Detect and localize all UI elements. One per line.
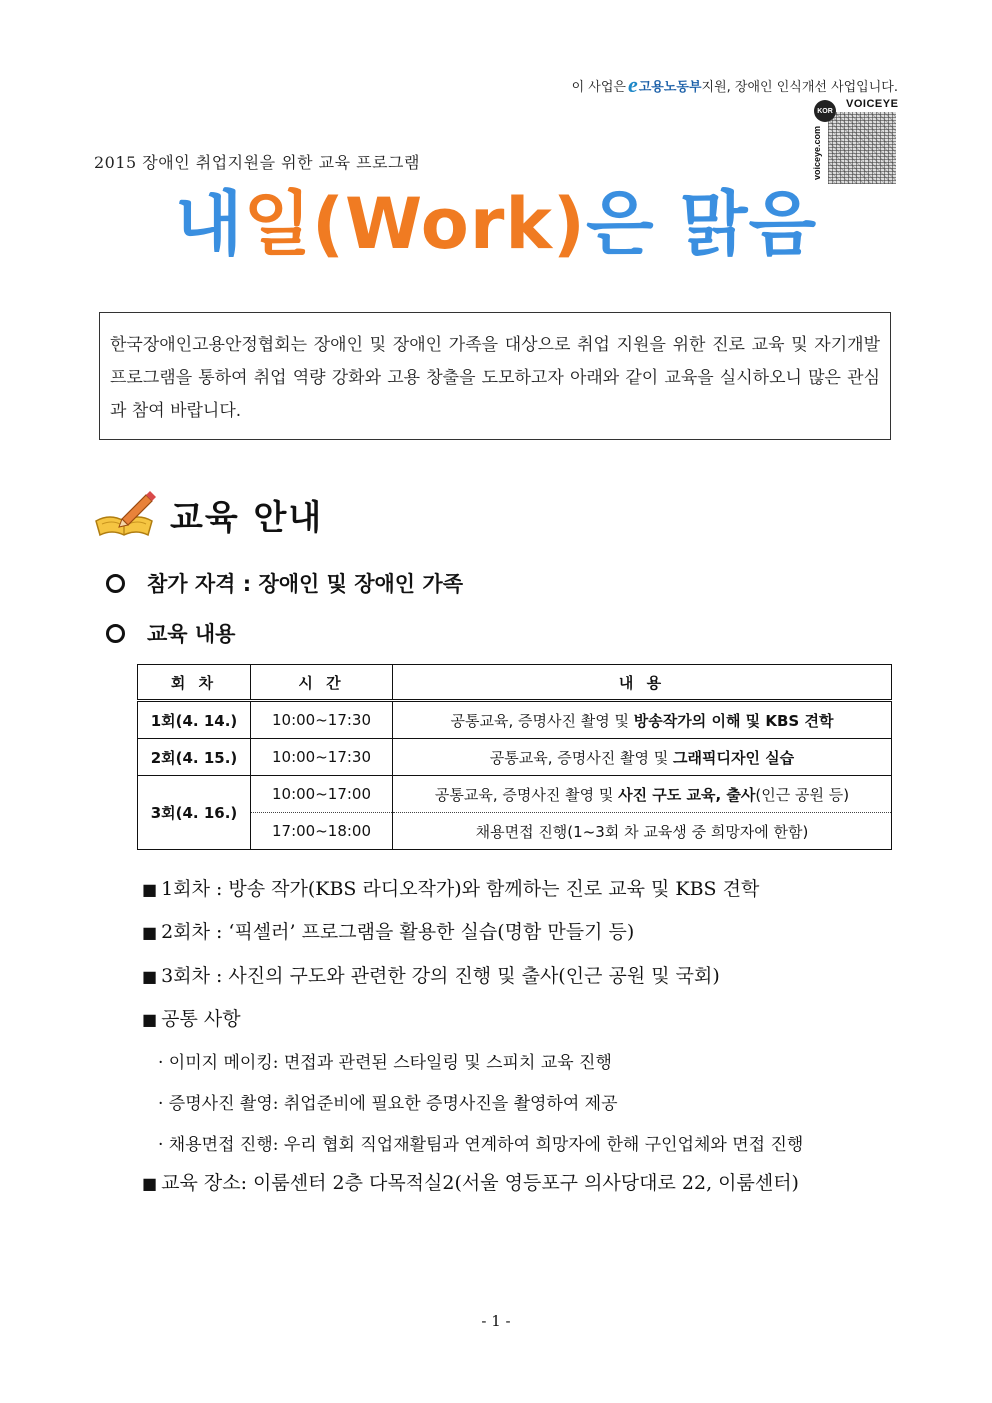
content-plain: 공통교육, 증명사진 촬영 및: [489, 748, 674, 767]
header-round: 회 차: [138, 665, 251, 701]
venue-text: 교육 장소: 이룸센터 2층 다목적실2(서울 영등포구 의사당대로 22, 이룸센터): [161, 1172, 799, 1194]
round-cell: 3회(4. 16.): [138, 776, 251, 850]
content-bold: 그래픽디자인 실습: [673, 748, 795, 767]
content-heading: 교육 내용: [147, 622, 236, 646]
title-part-3: 은 맑음: [585, 183, 818, 265]
table-header-row: [138, 665, 892, 701]
content-heading-item: [106, 618, 235, 648]
content-cell: [393, 776, 892, 813]
time-cell: 10:00~17:00: [251, 776, 393, 813]
section-title: 교육 안내: [170, 498, 324, 538]
eligibility-item: [106, 568, 463, 598]
time-cell: 17:00~18:00: [251, 813, 393, 850]
table-row: [138, 776, 892, 813]
sponsor-notice: [572, 74, 898, 96]
table-row: [138, 813, 892, 850]
sponsor-prefix: 이 사업은: [571, 79, 626, 95]
square-bullet-icon: ■: [142, 1010, 158, 1029]
voiceye-url: voiceye.com: [812, 125, 823, 181]
square-bullet-icon: ■: [142, 880, 158, 899]
notebook-pencil-icon: [92, 491, 156, 539]
page-number: - 1 -: [481, 1312, 511, 1330]
content-cell: 채용면접 진행(1~3회 차 교육생 중 희망자에 한함): [393, 813, 892, 850]
content-cell: [393, 739, 892, 776]
table-row: [138, 739, 892, 776]
time-cell: 10:00~17:30: [251, 701, 393, 739]
round-cell: 2회(4. 15.): [138, 739, 251, 776]
square-bullet-icon: ■: [142, 1174, 158, 1193]
round-1-detail: [142, 874, 759, 901]
round-detail-text: 1회차 : 방송 작가(KBS 라디오작가)와 함께하는 진로 교육 및 KBS 견학: [161, 878, 760, 900]
common-heading-text: 공통 사항: [161, 1008, 241, 1030]
content-tail: (인근 공원 등): [755, 785, 850, 804]
circle-bullet-icon: [106, 574, 125, 593]
ministry-name: 고용노동부: [638, 79, 702, 95]
content-bold: 방송작가의 이해 및 KBS 견학: [633, 711, 834, 730]
schedule-table: [137, 664, 892, 850]
common-item: · 이미지 메이킹: 면접과 관련된 스타일링 및 스피치 교육 진행: [158, 1053, 612, 1073]
page-title: [0, 182, 992, 266]
header-content: 내 용: [393, 665, 892, 701]
round-detail-text: 3회차 : 사진의 구도와 관련한 강의 진행 및 출사(인근 공원 및 국회): [161, 965, 720, 987]
section-heading: [92, 490, 323, 539]
voiceye-code: [812, 98, 898, 186]
content-plain: 공통교육, 증명사진 촬영 및: [434, 785, 619, 804]
square-bullet-icon: ■: [142, 967, 158, 986]
common-item: · 채용면접 진행: 우리 협회 직업재활팀과 연계하여 희망자에 한해 구인업체와 면접 진행: [158, 1135, 804, 1155]
title-part-1: 내: [174, 183, 244, 265]
common-item: · 증명사진 촬영: 취업준비에 필요한 증명사진을 촬영하여 제공: [158, 1094, 618, 1114]
round-2-detail: [142, 917, 634, 944]
eligibility-text: 참가 자격 : 장애인 및 장애인 가족: [147, 572, 463, 596]
content-bold: 사진 구도 교육, 출사: [618, 785, 756, 804]
content-plain: 공통교육, 증명사진 촬영 및: [450, 711, 634, 730]
voiceye-brand: VOICEYE: [846, 98, 899, 110]
square-bullet-icon: ■: [142, 923, 158, 942]
round-3-detail: [142, 961, 720, 988]
ministry-logo-icon: e: [627, 72, 638, 97]
circle-bullet-icon: [106, 624, 125, 643]
time-cell: 10:00~17:30: [251, 739, 393, 776]
content-cell: [393, 701, 892, 739]
common-heading: [142, 1004, 241, 1031]
header-time: 시 간: [251, 665, 393, 701]
title-part-2: 일(Work): [243, 183, 586, 265]
venue-item: [142, 1168, 799, 1195]
sponsor-suffix: 지원, 장애인 인식개선 사업입니다.: [701, 79, 898, 95]
voiceye-kor-badge: KOR: [814, 100, 836, 122]
table-row: [138, 701, 892, 739]
program-subtitle: 2015 장애인 취업지원을 위한 교육 프로그램: [94, 153, 420, 172]
intro-box: 한국장애인고용안정협회는 장애인 및 장애인 가족을 대상으로 취업 지원을 위한 진로 교육 및 자기개발 프로그램을 통하여 취업 역량 강화와 고용 창출을 도모하고자 아래와 같이 교육을 실시하오니 많은 관심과 참여 바랍니다.: [99, 312, 891, 440]
round-detail-text: 2회차 : ‘픽셀러’ 프로그램을 활용한 실습(명함 만들기 등): [161, 921, 635, 943]
round-cell: 1회(4. 14.): [138, 701, 251, 739]
voiceye-barcode-icon: [828, 112, 896, 184]
